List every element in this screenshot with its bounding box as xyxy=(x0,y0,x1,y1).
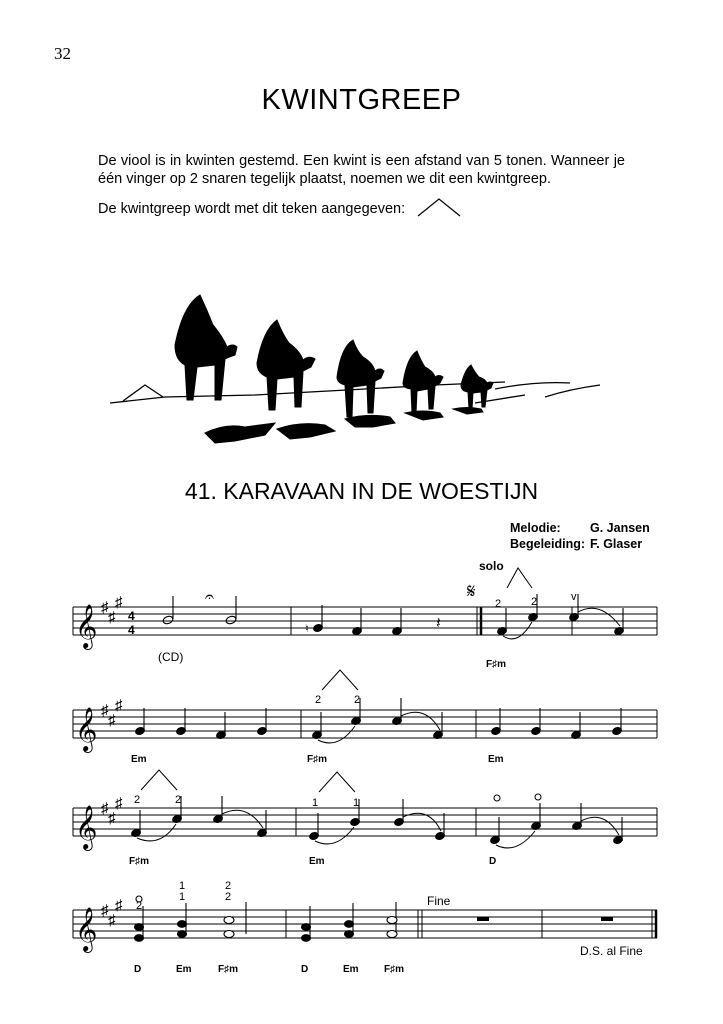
key-signature xyxy=(101,594,123,929)
segno-icon: 𝄋 xyxy=(467,581,476,603)
svg-text:2: 2 xyxy=(225,880,232,892)
notes-row-3 xyxy=(131,796,624,845)
svg-text:Em: Em xyxy=(176,964,192,975)
notes-row-4 xyxy=(135,902,397,941)
time-signature-bottom: 4 xyxy=(128,623,135,637)
time-signature-top: 4 xyxy=(128,609,135,623)
svg-text:2: 2 xyxy=(354,694,361,706)
svg-text:1: 1 xyxy=(353,797,360,809)
clefs-and-keys xyxy=(75,581,476,953)
svg-text:1: 1 xyxy=(179,880,186,892)
svg-text:Em: Em xyxy=(343,964,359,975)
svg-text:2: 2 xyxy=(134,794,141,806)
melodie-name: G. Jansen xyxy=(590,521,650,535)
svg-text:F♯m: F♯m xyxy=(307,754,327,765)
svg-text:♯: ♯ xyxy=(108,712,116,729)
staff-3 xyxy=(73,808,657,836)
svg-text:Em: Em xyxy=(488,754,504,765)
treble-clef-icon: 𝄞 xyxy=(75,606,98,648)
svg-text:𝄽: 𝄽 xyxy=(436,615,441,632)
svg-text:F♯m: F♯m xyxy=(384,964,404,975)
svg-text:2: 2 xyxy=(136,900,143,912)
svg-text:2: 2 xyxy=(175,794,182,806)
svg-text:♮: ♮ xyxy=(305,623,309,635)
svg-text:v: v xyxy=(571,591,577,603)
svg-text:♯: ♯ xyxy=(115,697,123,714)
cd-label: (CD) xyxy=(158,650,184,664)
svg-text:♯: ♯ xyxy=(101,702,109,719)
page-title: KWINTGREEP xyxy=(261,84,462,116)
staff-2 xyxy=(73,710,657,738)
treble-clef-icon: 𝄞 xyxy=(75,909,98,951)
solo-label: solo xyxy=(479,559,504,573)
intro-paragraph-2: De kwintgreep wordt met dit teken aangegeven: xyxy=(98,201,406,217)
svg-text:♯: ♯ xyxy=(115,795,123,812)
fine-label: Fine xyxy=(427,894,451,908)
svg-text:D: D xyxy=(489,856,497,867)
fermata-icon: 𝄐 xyxy=(205,589,214,606)
svg-text:♯: ♯ xyxy=(108,810,116,827)
svg-text:♯: ♯ xyxy=(101,599,109,616)
svg-text:F♯m: F♯m xyxy=(218,964,238,975)
ds-al-fine-label: D.S. al Fine xyxy=(580,944,643,958)
svg-text:Em: Em xyxy=(131,754,147,765)
piece-credits xyxy=(510,520,650,552)
svg-text:1: 1 xyxy=(179,891,186,903)
notes-row-2 xyxy=(135,698,623,740)
svg-text:♯: ♯ xyxy=(115,897,123,914)
svg-text:D: D xyxy=(301,964,309,975)
caravan-illustration xyxy=(105,285,605,455)
piece-title: 41. KARAVAAN IN DE WOESTIJN xyxy=(184,478,539,504)
svg-text:♯: ♯ xyxy=(108,912,116,929)
staff-4 xyxy=(73,910,657,938)
staff-1 xyxy=(73,607,657,635)
intro-sign-line xyxy=(98,196,625,218)
svg-text:♯: ♯ xyxy=(101,800,109,817)
treble-clef-icon: 𝄞 xyxy=(75,709,98,751)
kwintgreep-sign-icon xyxy=(415,196,463,218)
svg-text:2: 2 xyxy=(315,694,322,706)
svg-text:♯: ♯ xyxy=(101,902,109,919)
svg-text:D: D xyxy=(134,964,142,975)
melodie-label: Melodie: xyxy=(510,521,561,535)
svg-text:2: 2 xyxy=(225,891,232,903)
svg-text:F♯m: F♯m xyxy=(486,659,506,670)
begeleiding-name: F. Glaser xyxy=(590,537,643,551)
sheet-music xyxy=(0,555,723,985)
svg-text:F♯m: F♯m xyxy=(129,856,149,867)
whole-rests xyxy=(477,917,613,921)
intro-paragraph-1: De viool is in kwinten gestemd. Een kwint is een afstand van 5 tonen. Wanneer je één vinger op 2 snaren tegelijk plaatst, noemen we dit een kwintgreep. xyxy=(98,153,625,187)
svg-text:1: 1 xyxy=(312,797,319,809)
treble-clef-icon: 𝄞 xyxy=(75,807,98,849)
svg-text:2: 2 xyxy=(495,598,502,610)
fingerings xyxy=(134,596,537,912)
svg-text:Em: Em xyxy=(309,856,325,867)
begeleiding-label: Begeleiding: xyxy=(510,537,586,551)
intro-text xyxy=(98,152,625,218)
svg-text:♯: ♯ xyxy=(115,594,123,611)
svg-text:2: 2 xyxy=(531,596,538,608)
page-number: 32 xyxy=(54,44,71,63)
svg-text:♯: ♯ xyxy=(108,609,116,626)
